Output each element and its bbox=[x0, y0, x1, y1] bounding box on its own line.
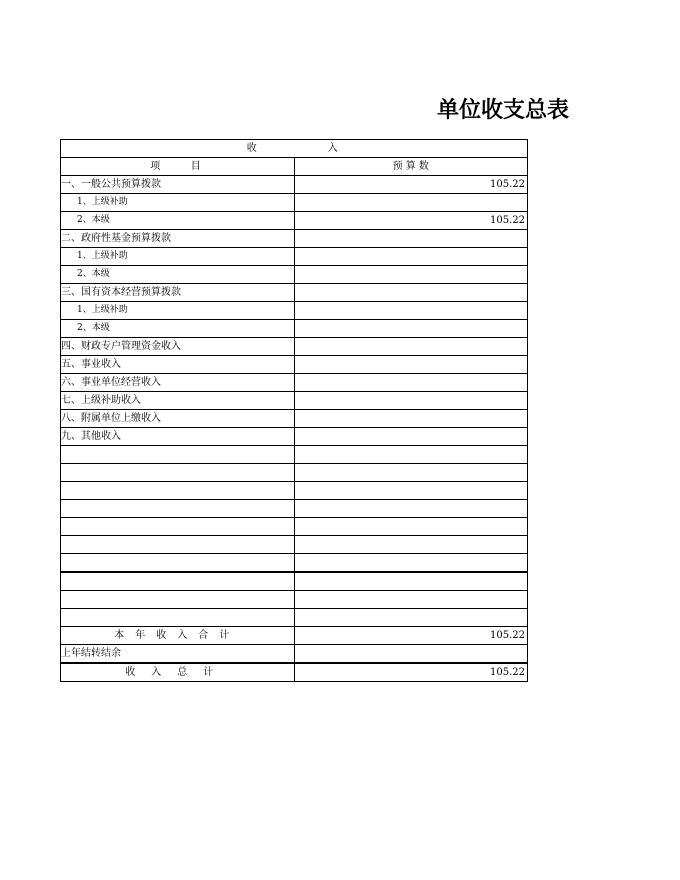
page-title: 单位收支总表 bbox=[437, 98, 570, 123]
row-value bbox=[294, 356, 528, 374]
row-value bbox=[294, 410, 528, 428]
empty-row bbox=[61, 482, 528, 500]
table-row bbox=[61, 374, 528, 392]
row-value: 105.22 bbox=[294, 176, 528, 194]
total-year-label: 本年收入合计 bbox=[61, 627, 295, 645]
total-year-value: 105.22 bbox=[294, 627, 528, 645]
empty-row bbox=[61, 591, 528, 609]
table-row bbox=[61, 194, 528, 212]
row-label: 1、上级补助 bbox=[61, 302, 295, 320]
empty-cell bbox=[294, 591, 528, 609]
row-value bbox=[294, 194, 528, 212]
empty-cell bbox=[294, 482, 528, 500]
empty-row bbox=[61, 554, 528, 573]
table-row bbox=[61, 230, 528, 248]
empty-cell bbox=[294, 500, 528, 518]
grand-total-value: 105.22 bbox=[294, 663, 528, 682]
empty-cell bbox=[61, 591, 295, 609]
row-label: 2、本级 bbox=[61, 266, 295, 284]
row-label: 2、本级 bbox=[61, 212, 295, 230]
row-value: 105.22 bbox=[294, 212, 528, 230]
row-label: 六、事业单位经营收入 bbox=[61, 374, 295, 392]
row-value bbox=[294, 266, 528, 284]
row-label: 四、财政专户管理资金收入 bbox=[61, 338, 295, 356]
row-label: 九、其他收入 bbox=[61, 428, 295, 446]
empty-cell bbox=[294, 446, 528, 464]
row-label: 一、一般公共预算拨款 bbox=[61, 176, 295, 194]
grand-total-row bbox=[61, 663, 528, 682]
table-row bbox=[61, 320, 528, 338]
empty-row bbox=[61, 609, 528, 627]
empty-cell bbox=[294, 554, 528, 573]
table-row bbox=[61, 266, 528, 284]
empty-cell bbox=[61, 518, 295, 536]
empty-cell bbox=[61, 482, 295, 500]
row-label: 2、本级 bbox=[61, 320, 295, 338]
empty-cell bbox=[61, 554, 295, 573]
table-row bbox=[61, 284, 528, 302]
empty-row bbox=[61, 536, 528, 554]
table-row bbox=[61, 248, 528, 266]
empty-cell bbox=[61, 464, 295, 482]
table-row bbox=[61, 176, 528, 194]
col-header-item: 项 目 bbox=[61, 158, 295, 176]
row-value bbox=[294, 428, 528, 446]
empty-row bbox=[61, 518, 528, 536]
carryover-row bbox=[61, 645, 528, 664]
carryover-value bbox=[294, 645, 528, 664]
empty-cell bbox=[294, 572, 528, 591]
carryover-label: 上年结转结余 bbox=[61, 645, 295, 664]
row-label: 八、附属单位上缴收入 bbox=[61, 410, 295, 428]
row-label: 1、上级补助 bbox=[61, 248, 295, 266]
grand-total-label: 收入总计 bbox=[61, 663, 295, 682]
empty-row bbox=[61, 446, 528, 464]
total-year-row bbox=[61, 627, 528, 645]
table-row bbox=[61, 392, 528, 410]
row-label: 1、上级补助 bbox=[61, 194, 295, 212]
row-value bbox=[294, 320, 528, 338]
empty-cell bbox=[294, 464, 528, 482]
table-row bbox=[61, 338, 528, 356]
row-value bbox=[294, 302, 528, 320]
empty-cell bbox=[61, 572, 295, 591]
empty-cell bbox=[61, 500, 295, 518]
row-value bbox=[294, 248, 528, 266]
row-label: 五、事业收入 bbox=[61, 356, 295, 374]
table-row bbox=[61, 356, 528, 374]
table-row bbox=[61, 212, 528, 230]
empty-cell bbox=[294, 518, 528, 536]
empty-row bbox=[61, 572, 528, 591]
empty-cell bbox=[61, 536, 295, 554]
column-header-row bbox=[61, 158, 528, 176]
row-value bbox=[294, 392, 528, 410]
empty-cell bbox=[61, 446, 295, 464]
section-header-row bbox=[61, 140, 528, 158]
row-value bbox=[294, 374, 528, 392]
empty-cell bbox=[294, 536, 528, 554]
row-label: 二、政府性基金预算拨款 bbox=[61, 230, 295, 248]
budget-table bbox=[60, 139, 528, 682]
section-header-income: 收 入 bbox=[61, 140, 528, 158]
table-row bbox=[61, 428, 528, 446]
empty-row bbox=[61, 464, 528, 482]
row-label: 三、国有资本经营预算拨款 bbox=[61, 284, 295, 302]
empty-cell bbox=[294, 609, 528, 627]
table-row bbox=[61, 302, 528, 320]
empty-row bbox=[61, 500, 528, 518]
row-value bbox=[294, 338, 528, 356]
table-row bbox=[61, 410, 528, 428]
row-value bbox=[294, 284, 528, 302]
row-value bbox=[294, 230, 528, 248]
row-label: 七、上级补助收入 bbox=[61, 392, 295, 410]
col-header-budget: 预 算 数 bbox=[294, 158, 528, 176]
empty-cell bbox=[61, 609, 295, 627]
